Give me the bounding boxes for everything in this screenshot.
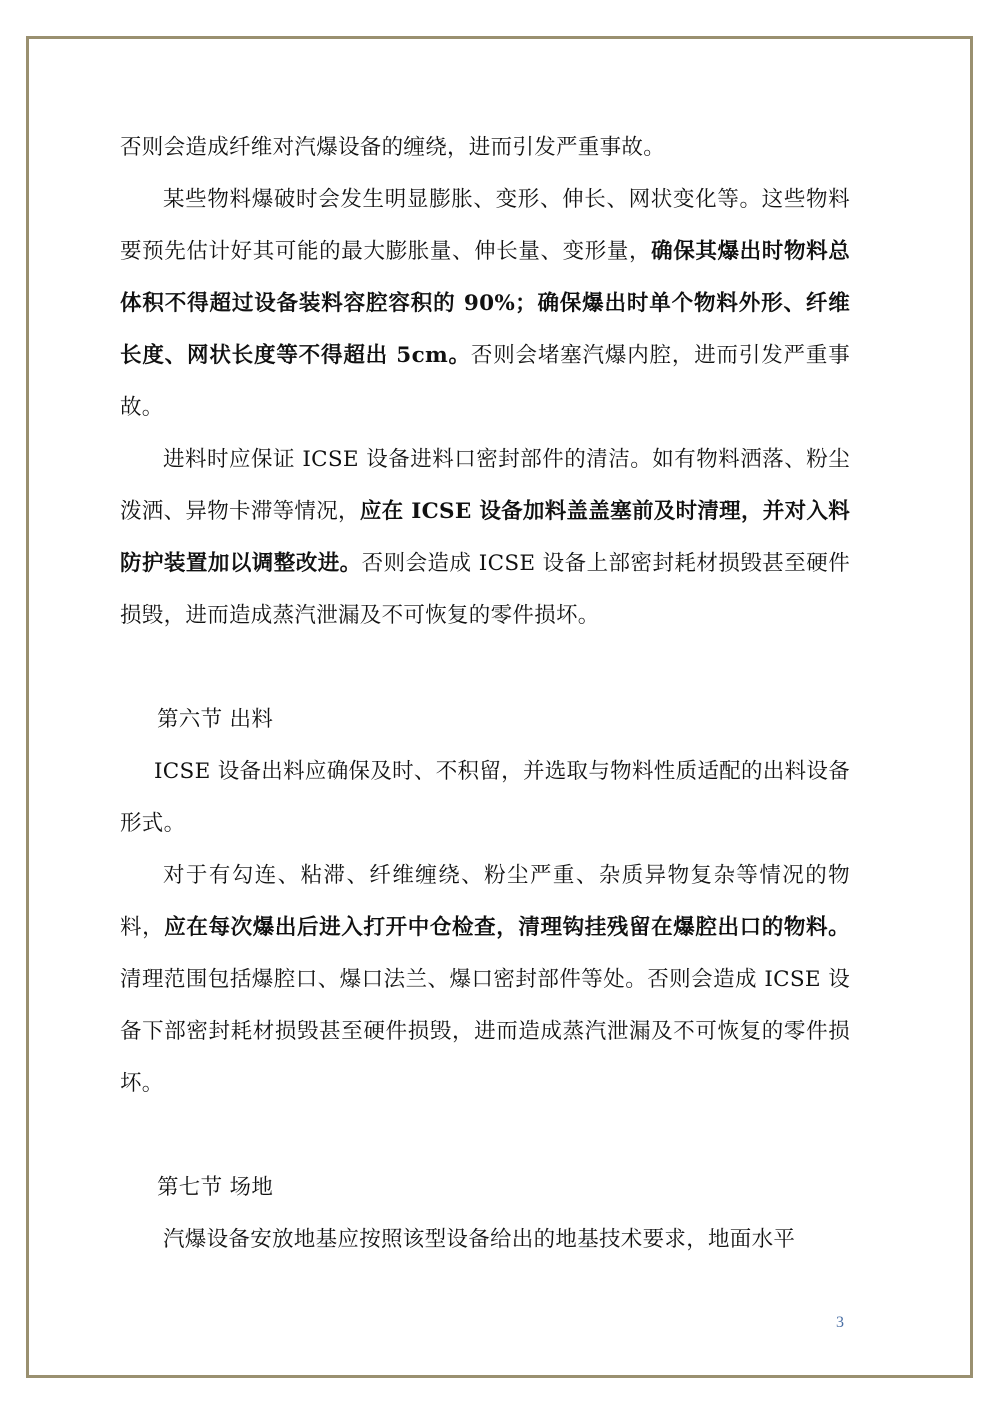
paragraph-feeding	[120, 434, 850, 642]
section-heading-discharge: 第六节 出料	[157, 707, 274, 732]
paragraph-discharge	[120, 746, 850, 850]
paragraph-fiber-winding	[120, 122, 850, 174]
document-body	[120, 122, 850, 1266]
paragraph-bold-text: 确保其爆出时物料总体积不得超过设备装料容腔容积的 90%；确保爆出时单个物料外形、纤维长度、网状长度等不得超出 5cm。	[120, 239, 851, 368]
paragraph-foundation	[120, 1214, 850, 1266]
section-heading-site: 第七节 场地	[157, 1175, 274, 1200]
paragraph-text: 进料时应保证 ICSE 设备进料口密封部件的清洁。如有物料洒落、粉尘泼洒、异物卡滞等情况，	[120, 447, 850, 524]
paragraph-expansion	[120, 174, 850, 434]
paragraph-text: 对于有勾连、粘滞、纤维缠绕、粉尘严重、杂质异物复杂等情况的物料，	[120, 863, 850, 940]
paragraph-text: ICSE 设备出料应确保及时、不积留，并选取与物料性质适配的出料设备形式。	[120, 759, 850, 836]
page-number: 3	[836, 1314, 844, 1331]
spacer	[120, 1110, 850, 1162]
paragraph-text: 清理范围包括爆腔口、爆口法兰、爆口密封部件等处。否则会造成 ICSE 设备下部密封耗材损毁甚至硬件损毁，进而造成蒸汽泄漏及不可恢复的零件损坏。	[120, 967, 850, 1096]
paragraph-bold-text: 应在 ICSE 设备加料盖盖塞前及时清理，并对入料防护装置加以调整改进。	[120, 499, 850, 576]
spacer	[120, 642, 850, 694]
paragraph-text: 某些物料爆破时会发生明显膨胀、变形、伸长、网状变化等。这些物料要预先估计好其可能的最大膨胀量、伸长量、变形量，	[120, 187, 850, 264]
paragraph-text: 汽爆设备安放地基应按照该型设备给出的地基技术要求，地面水平	[163, 1227, 796, 1252]
paragraph-bold-text: 应在每次爆出后进入打开中仓检查，清理钩挂残留在爆腔出口的物料。	[164, 915, 850, 940]
paragraph-text: 否则会造成 ICSE 设备上部密封耗材损毁甚至硬件损毁，进而造成蒸汽泄漏及不可恢复的零件损坏。	[120, 551, 850, 628]
paragraph-cleaning	[120, 850, 850, 1110]
paragraph-text: 否则会堵塞汽爆内腔，进而引发严重事故。	[120, 343, 850, 420]
paragraph-text: 否则会造成纤维对汽爆设备的缠绕，进而引发严重事故。	[120, 135, 666, 160]
